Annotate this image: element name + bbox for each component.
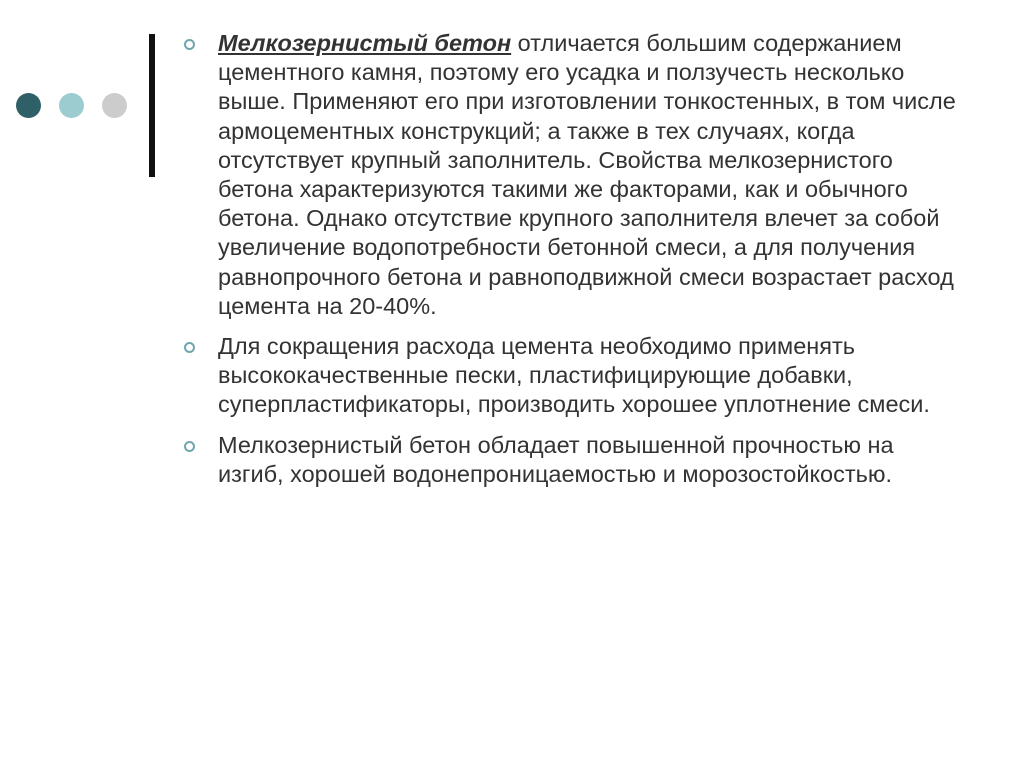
bullet-text bbox=[218, 29, 962, 321]
bullet-term: Мелкозернистый бетон bbox=[218, 30, 512, 56]
bullet-item-2 bbox=[182, 332, 962, 420]
bullet-item-3 bbox=[182, 431, 962, 489]
bullet-ring-icon bbox=[184, 441, 195, 452]
decorative-dot-light bbox=[102, 93, 127, 118]
bullet-text: Для сокращения расхода цемента необходимо применять высококачественные пески, пластифицирующие добавки, суперпластификаторы, производить хорошее уплотнение смеси. bbox=[218, 333, 930, 418]
bullet-item-1 bbox=[182, 29, 962, 321]
bullet-ring-icon bbox=[184, 342, 195, 353]
decorative-vertical-bar bbox=[149, 34, 155, 177]
decorative-dot-mid bbox=[59, 93, 84, 118]
bullet-ring-icon bbox=[184, 39, 195, 50]
bullet-text: Мелкозернистый бетон обладает повышенной прочностью на изгиб, хорошей водонепроницаемостью и морозостойкостью. bbox=[218, 431, 894, 487]
decorative-dot-dark bbox=[16, 93, 41, 118]
slide-content bbox=[182, 29, 962, 500]
bullet-body: отличается большим содержанием цементного камня, поэтому его усадка и ползучесть несколько выше. Применяют его при изготовлении тонкостенных, в том числе армоцементных конструкций; а также в тех случаях, когда отсутствует крупный заполнитель. Свойства мелкозернистого бетона характеризуются такими же факторами, как и обычного бетона. Однако отсутствие крупного заполнителя влечет за собой увеличение водопотребности бетонной смеси, а для получения равнопрочного бетона и равноподвижной смеси возрастает расход цемента на 20-40%. bbox=[218, 30, 956, 319]
